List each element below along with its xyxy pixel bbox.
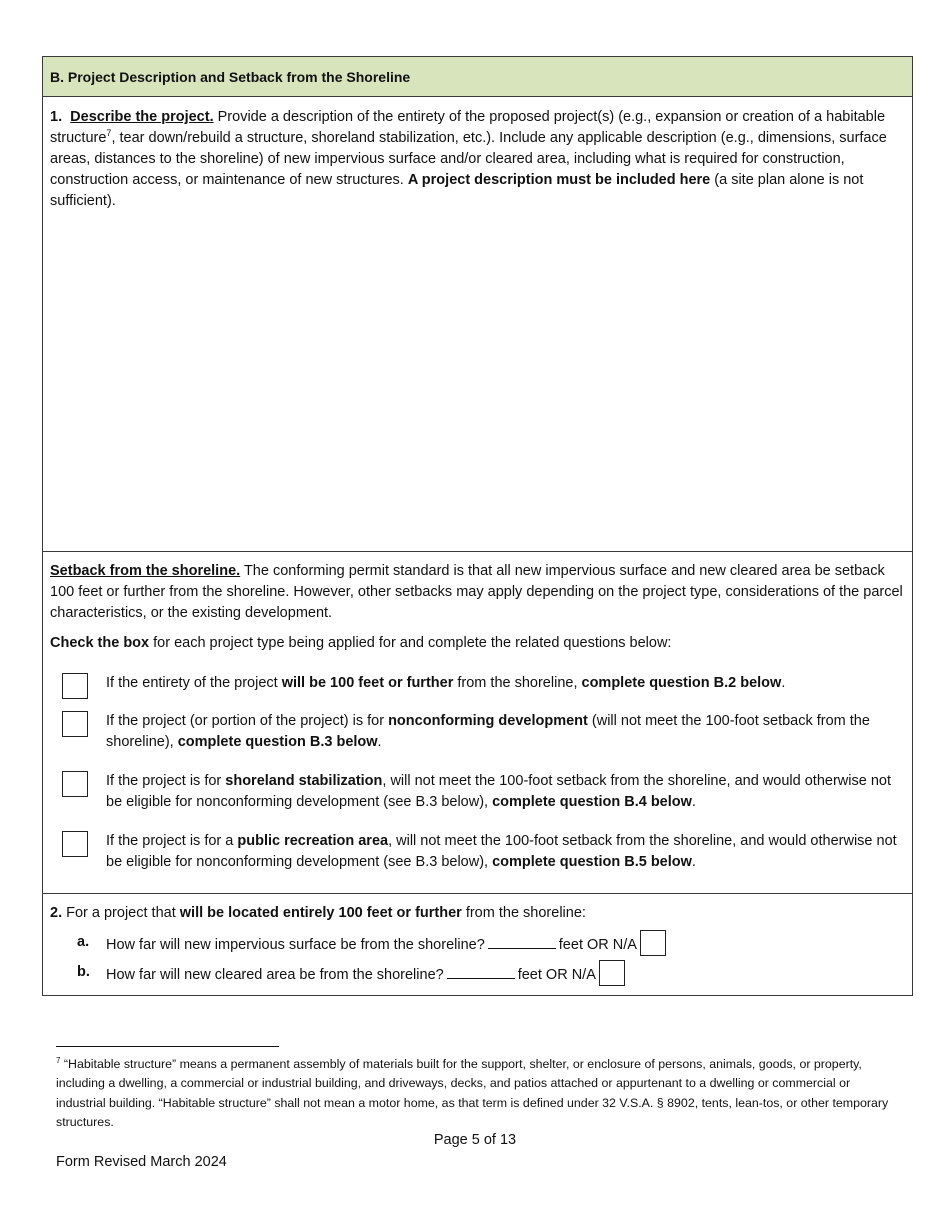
option-text: , will not meet the 100-foot setback from the shoreline, and would otherwise not be eligible for nonconforming development (see B.3 below),	[106, 833, 897, 870]
option-bold: shoreland stabilization	[225, 773, 383, 789]
check-instruction-rest: for each project type being applied for and complete the related questions below:	[153, 635, 672, 651]
option-action: complete question B.5 below	[492, 854, 692, 870]
checkbox-shoreland-stabilization[interactable]	[62, 771, 88, 797]
option-action: complete question B.2 below	[581, 675, 782, 691]
option-text: If the project is for	[106, 773, 226, 789]
checkbox-nonconforming[interactable]	[62, 711, 88, 737]
setback-intro-text: The conforming permit standard is that all new impervious surface and new cleared area be setback 100 feet or further from the shoreline. However, other setbacks may apply depending on the project type, considerations of the parcel characteristics, or the existing development.	[50, 563, 903, 621]
option-text: .	[691, 854, 696, 870]
q2-section	[43, 894, 912, 995]
checkbox-public-recreation[interactable]	[62, 831, 88, 857]
option-bold: nonconforming development	[388, 713, 588, 729]
q2-item-a	[50, 932, 908, 954]
form-revised-date: Form Revised March 2024	[56, 1154, 227, 1170]
option-text: .	[377, 734, 382, 750]
project-type-option	[50, 673, 908, 694]
option-text: If the project is for a	[106, 833, 238, 849]
q2-intro-text: For a project that	[66, 905, 176, 921]
check-instruction	[50, 633, 908, 654]
cleared-na-checkbox[interactable]	[599, 960, 625, 986]
option-action: complete question B.4 below	[492, 794, 692, 810]
option-action: complete question B.3 below	[177, 734, 378, 750]
q2-item-b	[50, 962, 908, 984]
project-type-option	[50, 711, 908, 753]
form-section-b	[42, 56, 913, 996]
option-text: If the entirety of the project	[106, 675, 282, 691]
project-description-field[interactable]	[43, 97, 912, 552]
q2-intro-text: from the shoreline:	[465, 905, 586, 921]
q2-intro-bold: will be located entirely 100 feet or further	[179, 905, 462, 921]
q1-text-part1: Provide a description of the entirety of the proposed project(s) (e.g., expansion or creation of a habitable structure	[50, 109, 886, 146]
option-text: from the shoreline,	[453, 675, 582, 691]
option-text: .	[781, 675, 786, 691]
q2-item-question: How far will new impervious surface be from the shoreline?	[106, 936, 485, 953]
check-instruction-bold: Check the box	[50, 635, 150, 651]
q2-intro	[50, 903, 908, 924]
option-text: If the project (or portion of the project) is for	[106, 713, 389, 729]
q2-item-unit: feet OR N/A	[517, 966, 596, 983]
q1-bold-note: A project description must be included here	[407, 172, 711, 188]
option-text: .	[691, 794, 696, 810]
impervious-distance-input[interactable]	[488, 933, 556, 949]
option-text: , will not meet the 100-foot setback from the shoreline, and would otherwise not be eligible for nonconforming development (see B.3 below),	[106, 773, 891, 810]
option-text: (will not meet the 100-foot setback from the shoreline),	[106, 713, 870, 750]
q1-note-tail: (a site plan alone is not sufficient).	[50, 172, 864, 209]
section-header	[43, 57, 912, 97]
cleared-distance-input[interactable]	[447, 963, 515, 979]
footnote	[56, 1055, 896, 1132]
page-number: Page 5 of 13	[433, 1132, 517, 1148]
q1-heading: Describe the project.	[70, 109, 214, 125]
q1-text-part2: , tear down/rebuild a structure, shoreland stabilization, etc.). Include any applicable description (e.g., dimensions, surface areas, distances to the shoreline) of new impervious surface and/or cleared area, including what is required for construction, construction access, or maintenance of new structures.	[50, 130, 887, 188]
setback-heading: Setback from the shoreline.	[50, 563, 241, 579]
footnote-text: “Habitable structure” means a permanent assembly of materials built for the support, shelter, or enclosure of persons, animals, goods, or property, including a dwelling, a commercial or industrial building, and driveways, decks, and patios attached or appurtenant to a dwelling or commercial or industrial building. “Habitable structure” shall not mean a motor home, as that term is defined under 32 V.S.A. § 8902, tents, lean-tos, or other temporary structures.	[56, 1057, 889, 1129]
project-type-option	[50, 831, 908, 873]
q2-item-letter: a.	[77, 934, 90, 950]
option-bold: public recreation area	[237, 833, 389, 849]
footnote-ref: 7	[106, 128, 112, 139]
q2-item-letter: b.	[77, 964, 90, 980]
project-type-option	[50, 771, 908, 813]
footnote-divider	[56, 1046, 279, 1047]
setback-section	[43, 552, 912, 894]
q1-instructions	[50, 107, 908, 212]
section-title: B. Project Description and Setback from the Shoreline	[50, 69, 411, 85]
q2-number: 2.	[50, 905, 63, 921]
impervious-na-checkbox[interactable]	[640, 930, 666, 956]
footnote-marker: 7	[56, 1055, 61, 1065]
option-bold: will be 100 feet or further	[281, 675, 454, 691]
setback-intro	[50, 561, 908, 624]
checkbox-100ft-further[interactable]	[62, 673, 88, 699]
q2-item-question: How far will new cleared area be from the shoreline?	[106, 966, 444, 983]
q1-number: 1.	[50, 109, 63, 125]
q2-item-unit: feet OR N/A	[558, 936, 637, 953]
